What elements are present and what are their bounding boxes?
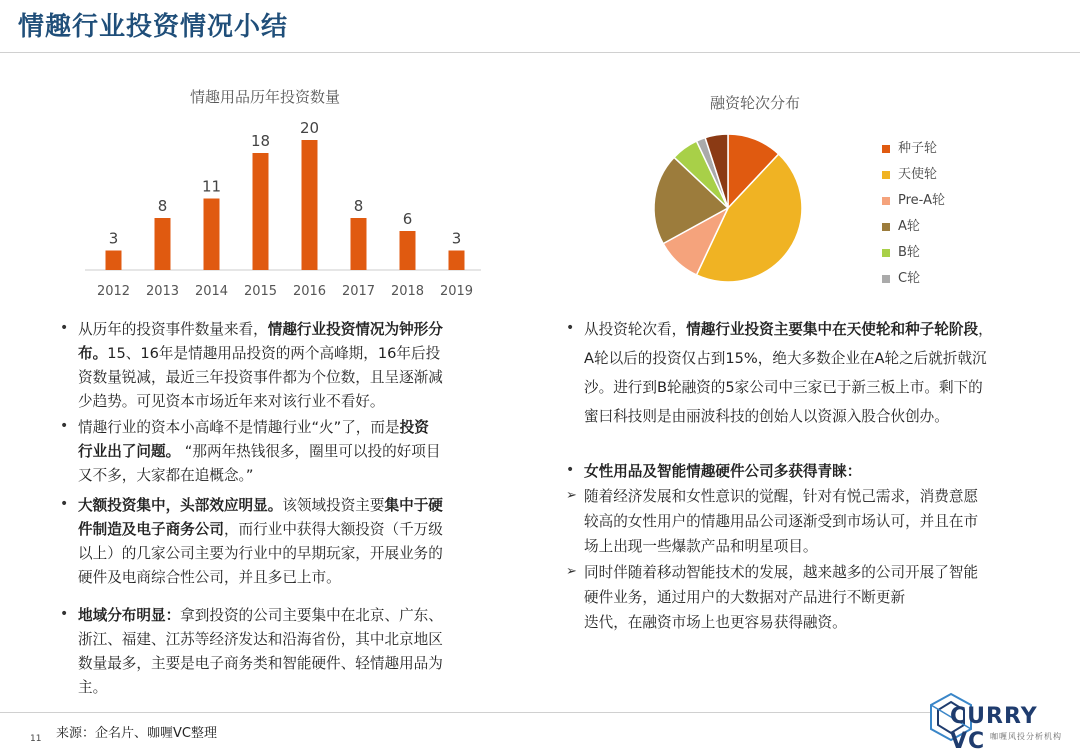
bar bbox=[253, 153, 269, 270]
bullet-dot: • bbox=[60, 496, 69, 512]
left-bullet-4-line-3: 数量最多，主要是电子商务类和智能硬件、轻情趣用品为 bbox=[78, 655, 443, 672]
pie-chart bbox=[648, 128, 808, 288]
legend-label: 种子轮 bbox=[898, 141, 938, 156]
bullet-dot: • bbox=[566, 462, 575, 478]
left-bullet-2-line-2: 行业出了问题。 “那两年热钱很多，圈里可以投的好项目 bbox=[78, 443, 441, 460]
legend-label: B轮 bbox=[898, 245, 920, 260]
right-sub-2-line-3: 迭代，在融资市场上也更容易获得融资。 bbox=[584, 614, 847, 631]
bullet-dot: • bbox=[60, 418, 69, 434]
legend-item bbox=[882, 189, 945, 208]
right-bullet-1-line-4: 蜜曰科技则是由丽波科技的创始人以资源入股合伙创办。 bbox=[584, 408, 949, 425]
x-tick-label: 2013 bbox=[145, 284, 180, 299]
logo-subtitle: 咖喱风投分析机构 bbox=[990, 732, 1062, 741]
legend-label: 天使轮 bbox=[898, 167, 938, 182]
legend-item bbox=[882, 137, 937, 156]
legend-swatch bbox=[882, 275, 890, 283]
bar bbox=[155, 218, 171, 270]
bar-value-label: 3 bbox=[451, 229, 462, 248]
left-bullet-1-line-3: 资数量锐减，最近三年投资事件都为个位数，且呈逐渐减 bbox=[78, 369, 443, 386]
legend-swatch bbox=[882, 197, 890, 205]
bar-value-label: 3 bbox=[108, 229, 119, 248]
right-sub-2-line-1: 同时伴随着移动智能技术的发展，越来越多的公司开展了智能 bbox=[584, 564, 979, 581]
bar bbox=[400, 231, 416, 270]
bar bbox=[302, 140, 318, 270]
legend-label: C轮 bbox=[898, 271, 921, 286]
x-tick-label: 2015 bbox=[243, 284, 278, 299]
logo-text: CURRY VC bbox=[950, 704, 1038, 754]
left-bullet-4-line-1: 地域分布明显：拿到投资的公司主要集中在北京、广东、 bbox=[78, 607, 443, 624]
left-bullet-2-line-1: 情趣行业的资本小高峰不是情趣行业“火”了，而是投资 bbox=[78, 419, 429, 436]
bar-value-label: 8 bbox=[157, 197, 168, 215]
right-heading-2: 女性用品及智能情趣硬件公司多获得青睐： bbox=[584, 463, 862, 480]
left-bullet-3-line-3: 以上）的几家公司主要为行业中的早期玩家，开展业务的 bbox=[78, 545, 443, 562]
x-tick-label: 2019 bbox=[439, 284, 474, 299]
right-bullet-1-line-3: 沙。进行到B轮融资的5家公司中三家已于新三板上市。剩下的 bbox=[584, 379, 983, 396]
page-number: 11 bbox=[30, 734, 42, 744]
left-bullet-1-line-2: 布。15、16年是情趣用品投资的两个高峰期，16年后投 bbox=[78, 345, 441, 362]
x-tick-label: 2012 bbox=[96, 284, 131, 299]
bar-value-label: 18 bbox=[250, 132, 271, 150]
bar bbox=[106, 251, 122, 271]
legend-swatch bbox=[882, 145, 890, 153]
x-tick-label: 2016 bbox=[292, 284, 327, 299]
left-bullet-3-line-4: 硬件及电商综合性公司，并且多已上市。 bbox=[78, 569, 341, 586]
title-divider bbox=[0, 52, 1080, 53]
legend-swatch bbox=[882, 249, 890, 257]
arrow-bullet-icon: ➢ bbox=[566, 564, 577, 579]
bar-value-label: 20 bbox=[299, 119, 320, 137]
left-bullet-3-line-2: 件制造及电子商务公司，而行业中获得大额投资（千万级 bbox=[78, 521, 443, 538]
bar-value-label: 8 bbox=[353, 197, 364, 215]
bullet-dot: • bbox=[566, 320, 575, 336]
right-sub-1-line-2: 较高的女性用户的情趣用品公司逐渐受到市场认可，并且在市 bbox=[584, 513, 979, 530]
legend-item bbox=[882, 241, 920, 260]
arrow-bullet-icon: ➢ bbox=[566, 488, 577, 503]
bullet-dot: • bbox=[60, 606, 69, 622]
bar-value-label: 11 bbox=[201, 177, 222, 196]
bar bbox=[204, 199, 220, 271]
bar-chart-title: 情趣用品历年投资数量 bbox=[190, 88, 341, 106]
x-tick-label: 2018 bbox=[390, 284, 425, 299]
right-sub-1-line-1: 随着经济发展和女性意识的觉醒，针对有悦己需求，消费意愿 bbox=[584, 488, 979, 505]
left-bullet-1-line-1: 从历年的投资事件数量来看，情趣行业投资情况为钟形分 bbox=[78, 321, 443, 338]
left-bullet-2-line-3: 又不多，大家都在追概念。” bbox=[78, 467, 254, 484]
footer-divider bbox=[0, 712, 930, 713]
left-bullet-1-line-4: 少趋势。可见资本市场近年来对该行业不看好。 bbox=[78, 393, 385, 410]
legend-swatch bbox=[882, 223, 890, 231]
bar bbox=[351, 218, 367, 270]
right-sub-2-line-2: 硬件业务，通过用户的大数据对产品进行不断更新 bbox=[584, 589, 906, 606]
pie-chart-title: 融资轮次分布 bbox=[710, 94, 801, 112]
legend-item bbox=[882, 267, 920, 286]
right-bullet-1-line-1: 从投资轮次看，情趣行业投资主要集中在天使轮和种子轮阶段， bbox=[584, 321, 993, 338]
right-bullet-1-line-2: A轮以后的投资仅占到15%，绝大多数企业在A轮之后就折戟沉 bbox=[584, 350, 987, 367]
legend-label: A轮 bbox=[898, 219, 920, 234]
legend-swatch bbox=[882, 171, 890, 179]
left-bullet-4-line-4: 主。 bbox=[78, 679, 108, 696]
bar-chart bbox=[85, 110, 535, 310]
bar bbox=[449, 251, 465, 271]
left-bullet-4-line-2: 浙江、福建、江苏等经济发达和沿海省份，其中北京地区 bbox=[78, 631, 443, 648]
footer-source: 来源：企名片、咖喱VC整理 bbox=[56, 726, 217, 741]
legend-item bbox=[882, 215, 920, 234]
legend-item bbox=[882, 163, 937, 182]
x-tick-label: 2017 bbox=[341, 284, 376, 299]
bullet-dot: • bbox=[60, 320, 69, 336]
left-bullet-3-line-1: 大额投资集中，头部效应明显。该领域投资主要集中于硬 bbox=[78, 497, 443, 514]
x-tick-label: 2014 bbox=[194, 284, 229, 299]
legend-label: Pre-A轮 bbox=[898, 193, 945, 208]
bar-value-label: 6 bbox=[402, 210, 413, 228]
page-title: 情趣行业投资情况小结 bbox=[18, 12, 289, 42]
right-sub-1-line-3: 场上出现一些爆款产品和明星项目。 bbox=[584, 538, 818, 555]
